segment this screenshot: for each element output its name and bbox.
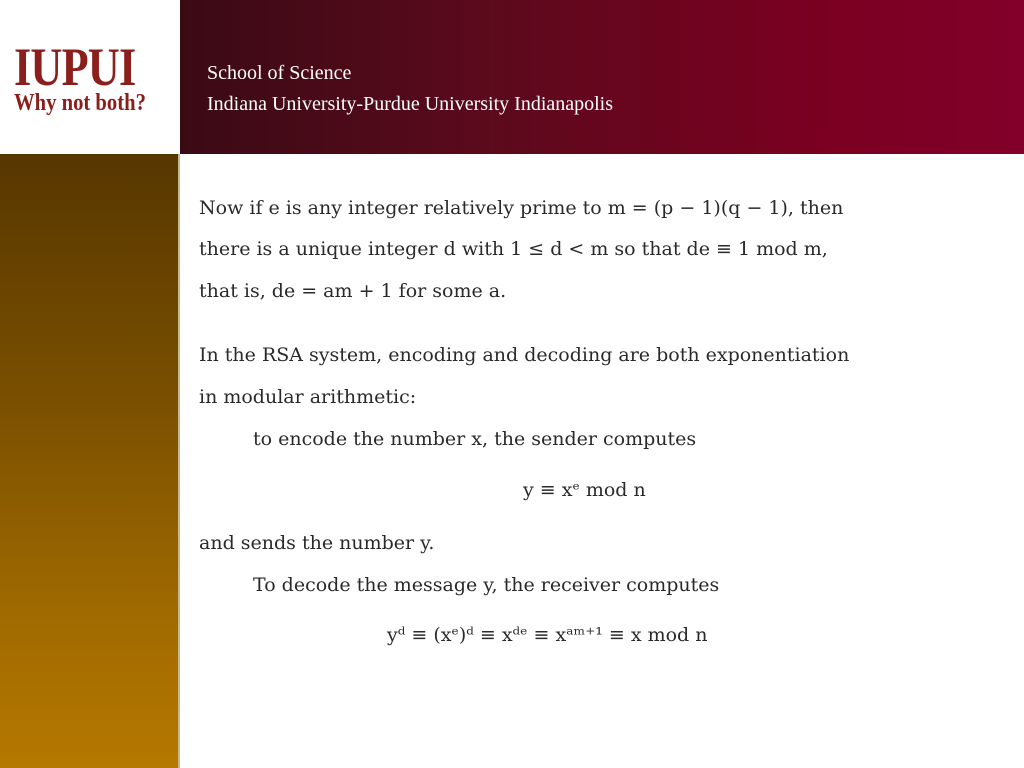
sidebar-decoration (0, 154, 178, 768)
decode-formula: yᵈ ≡ (xᵉ)ᵈ ≡ xᵈᵉ ≡ xᵃᵐ⁺¹ ≡ x mod n (387, 624, 708, 646)
logo-tagline: Why not both? (14, 90, 146, 116)
sends-line: and sends the number y. (199, 532, 435, 554)
header-school: School of Science (207, 62, 352, 84)
sidebar-divider (178, 154, 180, 768)
encode-formula: y ≡ xᵉ mod n (523, 479, 646, 501)
header-university: Indiana University-Purdue University Indianapolis (207, 93, 614, 115)
encode-intro: to encode the number x, the sender computes (253, 428, 697, 450)
iupui-logo: IUPUI (14, 37, 136, 97)
paragraph1-line3: that is, de = am + 1 for some a. (199, 280, 507, 302)
paragraph2-line2: in modular arithmetic: (199, 386, 417, 408)
paragraph1-line1: Now if e is any integer relatively prime to m = (p − 1)(q − 1), then (199, 197, 844, 219)
header-banner (180, 0, 1024, 154)
paragraph1-line2: there is a unique integer d with 1 ≤ d < m so that de ≡ 1 mod m, (199, 238, 828, 260)
paragraph2-line1: In the RSA system, encoding and decoding are both exponentiation (199, 344, 850, 366)
logo-area (0, 0, 180, 154)
slide-content (199, 154, 1021, 768)
decode-intro: To decode the message y, the receiver computes (253, 574, 720, 596)
